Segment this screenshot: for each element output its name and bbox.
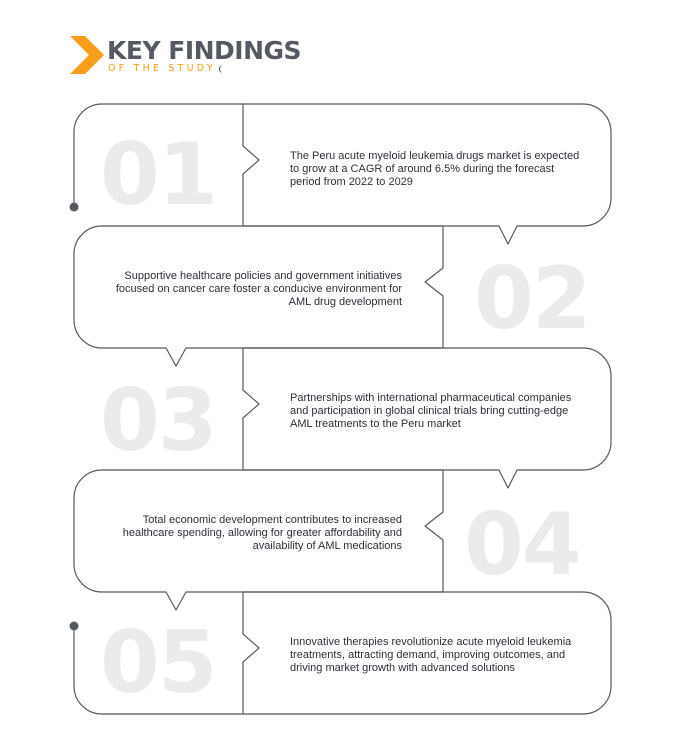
end-dot xyxy=(70,622,79,631)
finding-number-2: 02 xyxy=(474,249,590,349)
finding-connector-4 xyxy=(425,470,443,592)
finding-text-3: Partnerships with international pharmaceutical companies and participation in global clinical trials bring cutting-edge AML treatments to the Peru market xyxy=(290,392,572,430)
finding-number-4: 04 xyxy=(464,495,580,595)
finding-text-5: Innovative therapies revolutionize acute myeloid leukemia treatments, attracting demand, improving outcomes, and driving market growth with advanced solutions xyxy=(290,636,572,674)
finding-connector-3 xyxy=(243,348,259,470)
page-title: KEY FINDINGS xyxy=(107,36,302,65)
finding-number-1: 01 xyxy=(100,125,216,225)
page-subtitle: OF THE STUDY xyxy=(108,63,216,74)
finding-text-4: Total economic development contributes to increased healthcare spending, allowing for greater affordability and availability of AML medications xyxy=(122,514,402,552)
finding-connector-5 xyxy=(243,592,259,714)
finding-text-2: Supportive healthcare policies and government initiatives focused on cancer care foster a conducive environment for AML drug development xyxy=(115,270,402,308)
finding-connector-2 xyxy=(425,226,443,348)
start-dot xyxy=(70,203,79,212)
finding-number-5: 05 xyxy=(100,613,216,713)
finding-text-1: The Peru acute myeloid leukemia drugs market is expected to grow at a CAGR of around 6.5% during the forecast period from 2022 to 2029 xyxy=(290,150,580,188)
finding-number-3: 03 xyxy=(100,371,216,471)
